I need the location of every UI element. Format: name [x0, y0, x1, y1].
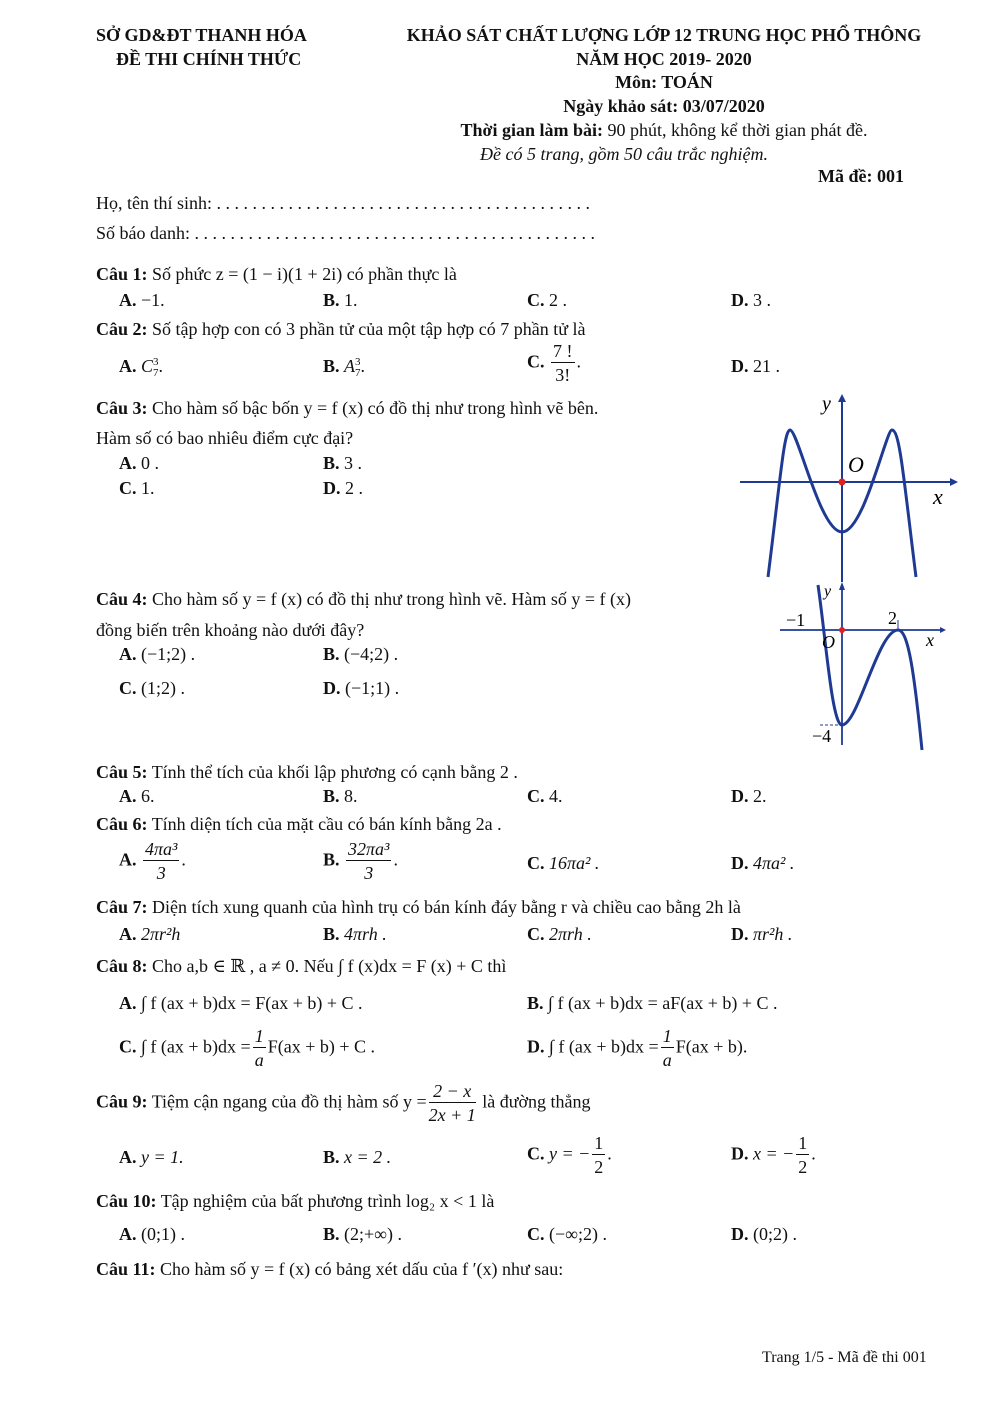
question-4 [96, 589, 631, 610]
time-info [373, 120, 955, 141]
q6-option-a[interactable]: A. $\frac{\text{4πa³}}{3}$ . [119, 839, 186, 883]
question-2 [96, 319, 585, 340]
q7-option-c[interactable]: C. 2πrh . [527, 924, 592, 944]
y-axis-arrow [838, 394, 846, 402]
q7-option-b[interactable]: B. 4πrh . [323, 924, 387, 944]
x-axis-label: x [933, 484, 943, 509]
q6-option-d[interactable]: D. 4πa² . [731, 853, 795, 873]
q9-option-b[interactable]: B. x = 2 . [323, 1147, 392, 1167]
question-label: Câu 11: [96, 1259, 156, 1279]
q7-option-d[interactable]: D. πr²h . [731, 924, 793, 944]
pages-note: Đề có 5 trang, gồm 50 câu trắc nghiệm. [480, 144, 768, 164]
exam-code: Mã đề: 001 [818, 166, 904, 186]
question-text: Cho hàm số y = f (x) có đồ thị như trong hình vẽ. Hàm số y = f (x) [147, 589, 632, 609]
x-axis-arrow [950, 478, 958, 486]
q10-option-d[interactable]: D. (0;2) . [731, 1224, 797, 1244]
question-text: Cho hàm số y = f (x) có bảng xét dấu của f ′(x) như sau: [155, 1259, 564, 1279]
q4-option-a[interactable]: A. (−1;2) . [119, 644, 196, 664]
question-9: Câu 9: Tiệm cận ngang của đồ thị hàm số y = $\frac{2 - x}{2x + 1}$ là đường thẳng [96, 1081, 591, 1125]
question-label: Câu 8: [96, 956, 148, 976]
question-5 [96, 762, 518, 783]
tick-2-label: 2 [888, 608, 897, 628]
q1-option-b[interactable]: B. 1. [323, 290, 358, 310]
q10-option-b[interactable]: B. (2;+∞) . [323, 1224, 402, 1244]
question-7 [96, 897, 741, 918]
question-11 [96, 1259, 563, 1280]
question-label: Câu 3: [96, 398, 148, 418]
q3-option-a[interactable]: A. 0 . [119, 453, 159, 473]
question-text: Diện tích xung quanh của hình trụ có bán kính đáy bằng r và chiều cao bằng 2h là [147, 897, 741, 917]
question-label: Câu 10: [96, 1191, 157, 1211]
origin-label: O [822, 632, 835, 652]
dept-name: SỞ GD&ĐT THANH HÓA [96, 25, 307, 45]
question-10 [96, 1191, 494, 1212]
q2-option-a[interactable]: A. C 3 7 . [119, 355, 164, 379]
question-label: Câu 7: [96, 897, 148, 917]
y-axis-label: y [824, 583, 832, 600]
q6-option-b[interactable]: B. $\frac{\text{32πa³}}{3}$ . [323, 839, 398, 883]
question-6 [96, 814, 502, 835]
origin-point [839, 627, 845, 633]
origin-point [839, 479, 846, 486]
q9-option-a[interactable]: A. y = 1. [119, 1147, 184, 1167]
question-text: Tiệm cận ngang của đồ thị hàm số y = [147, 1091, 427, 1112]
q2-option-b[interactable]: B. A 3 7 . [323, 355, 366, 379]
question-text: Số tập hợp con có 3 phần tử của một tập hợp có 7 phần tử là [147, 319, 586, 339]
school-year: NĂM HỌC 2019- 2020 [576, 49, 752, 69]
q7-option-a[interactable]: A. 2πr²h [119, 924, 181, 944]
question-text: Số phức z = (1 − i)(1 + 2i) có phần thực là [147, 264, 457, 284]
q5-option-b[interactable]: B. 8. [323, 786, 358, 806]
cubic-graph [780, 580, 960, 755]
q9-option-d[interactable]: D. x = − $\frac{1}{2}$ . [731, 1133, 816, 1177]
tick-neg4-label: −4 [812, 726, 832, 746]
q5-option-d[interactable]: D. 2. [731, 786, 767, 806]
question-3 [96, 398, 598, 419]
q1-option-a[interactable]: A. −1. [119, 290, 165, 310]
page-footer: Trang 1/5 - Mã đề thi 001 [762, 1349, 927, 1366]
question-label: Câu 4: [96, 589, 148, 609]
question-text: Tính thể tích của khối lập phương có cạnh bằng 2 . [147, 762, 518, 782]
q8-option-b[interactable]: B. ∫ f (ax + b)dx = aF(ax + b) + C . [527, 993, 778, 1013]
origin-label: O [848, 452, 864, 477]
q8-option-d[interactable]: D. ∫ f (ax + b)dx = $\frac{1}{a}$ F(ax + b). [527, 1026, 748, 1070]
q10-option-c[interactable]: C. (−∞;2) . [527, 1224, 607, 1244]
q5-option-a[interactable]: A. 6. [119, 786, 155, 806]
q2-option-d[interactable]: D. 21 . [731, 356, 780, 376]
question-text: Tập nghiệm của bất phương trình log₂ x < 1 là [156, 1191, 495, 1211]
question-label: Câu 5: [96, 762, 148, 782]
question-text: Cho a,b ∈ ℝ , a ≠ 0. Nếu ∫ f (x)dx = F (x) + C thì [147, 956, 507, 976]
x-axis-label: x [926, 630, 934, 650]
y-axis-label: y [822, 393, 831, 415]
q4-option-c[interactable]: C. (1;2) . [119, 678, 185, 698]
q5-option-c[interactable]: C. 4. [527, 786, 563, 806]
question-label: Câu 6: [96, 814, 148, 834]
q6-option-c[interactable]: C. 16πa² . [527, 853, 600, 873]
q3-option-d[interactable]: D. 2 . [323, 478, 363, 498]
question-text: Cho hàm số bậc bốn y = f (x) có đồ thị như trong hình vẽ bên. [147, 398, 599, 418]
q3-option-b[interactable]: B. 3 . [323, 453, 363, 473]
question-label: Câu 1: [96, 264, 148, 284]
question-label: Câu 2: [96, 319, 148, 339]
q4-option-d[interactable]: D. (−1;1) . [323, 678, 400, 698]
quartic-graph [740, 392, 960, 582]
question-1 [96, 264, 457, 285]
q4-option-b[interactable]: B. (−4;2) . [323, 644, 399, 664]
q2-option-c[interactable]: C. $\frac{7 !}{3!}$ . [527, 341, 581, 385]
q3-option-c[interactable]: C. 1. [119, 478, 155, 498]
q1-option-c[interactable]: C. 2 . [527, 290, 567, 310]
exam-official-label: ĐỀ THI CHÍNH THỨC [116, 49, 302, 69]
x-axis-arrow [940, 627, 946, 633]
q8-option-c[interactable]: C. ∫ f (ax + b)dx = $\frac{1}{a}$ F(ax + b) + C . [119, 1026, 376, 1070]
question-text: Tính diện tích của mặt cầu có bán kính bằng 2a . [147, 814, 502, 834]
q1-option-d[interactable]: D. 3 . [731, 290, 771, 310]
question-8 [96, 956, 506, 977]
q10-option-a[interactable]: A. (0;1) . [119, 1224, 185, 1244]
question-label: Câu 9: [96, 1091, 148, 1112]
tick-neg1-label: −1 [786, 610, 806, 630]
question-4-text2: đồng biến trên khoảng nào dưới đây? [96, 620, 365, 640]
subject: Môn: TOÁN [615, 72, 713, 92]
y-axis-arrow [839, 582, 845, 590]
question-3-text2: Hàm số có bao nhiêu điểm cực đại? [96, 428, 354, 448]
cubic-curve [818, 585, 922, 750]
time-value: 90 phút, không kể thời gian phát đề. [603, 120, 868, 140]
q8-option-a[interactable]: A. ∫ f (ax + b)dx = F(ax + b) + C . [119, 993, 363, 1013]
time-label: Thời gian làm bài: [460, 120, 603, 140]
student-name-field: Họ, tên thí sinh: . . . . . . . . . . . . . . . . . . . . . . . . . . . . . . . . . . . . . . . . . . [96, 193, 590, 213]
q9-option-c[interactable]: C. y = − $\frac{1}{2}$ . [527, 1133, 612, 1177]
exam-date: Ngày khảo sát: 03/07/2020 [563, 96, 765, 116]
exam-title: KHẢO SÁT CHẤT LƯỢNG LỚP 12 TRUNG HỌC PHỔ THÔNG [406, 25, 922, 45]
student-id-field: Số báo danh: . . . . . . . . . . . . . . . . . . . . . . . . . . . . . . . . . . . . . . . . . . . . . [96, 223, 595, 243]
